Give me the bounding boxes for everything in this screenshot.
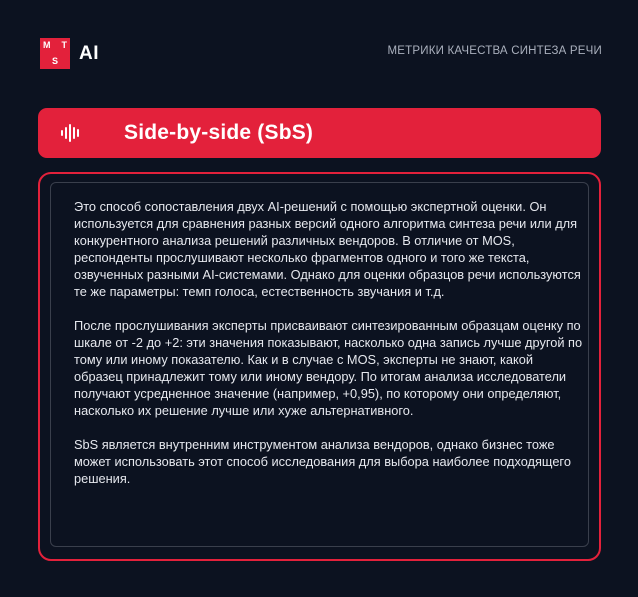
- audio-waveform-icon: [60, 123, 82, 143]
- title-bar: [38, 108, 601, 158]
- section-title: Side-by-side (SbS): [124, 121, 314, 144]
- mts-ai-logo: [40, 38, 99, 69]
- content-text: [74, 198, 584, 487]
- paragraph-intro: Это способ сопоставления двух AI-решений с помощью экспертной оценки. Он используется для сравнения разных версий одного алгоритма синтеза речи или для конкурентного анализа решений различных вендоров. В отличие от MOS, респонденты прослушивают несколько фрагментов одного и того же текста, озвученных разными AI-системами. Однако для оценки образцов речи используются те же параметры: темп голоса, естественность звучания и т.д.: [74, 199, 581, 299]
- logo-letter-m: M: [43, 40, 51, 50]
- header-caption: МЕТРИКИ КАЧЕСТВА СИНТЕЗА РЕЧИ: [387, 45, 602, 57]
- paragraph-usage: SbS является внутренним инструментом анализа вендоров, однако бизнес тоже может использовать этот способ исследования для выбора наиболее подходящего решения.: [74, 437, 571, 486]
- content-card: [38, 172, 601, 561]
- logo-letter-t: T: [61, 40, 67, 50]
- mts-logo-mark: [40, 38, 70, 69]
- logo-letter-s: S: [52, 56, 59, 66]
- logo-text: AI: [79, 43, 99, 64]
- paragraph-scoring: После прослушивания эксперты присваивают синтезированным образцам оценку по шкале от -2 до +2: эти значения показывают, насколько одна запись лучше другой по тому или иному показателю. Как и в случае с MOS, эксперты не знают, какой образец принадлежит тому или иному вендору. По итогам анализа исследователи получают усредненное значение (например, +0,95), по которому они определяют, насколько их решение лучше или хуже альтернативного.: [74, 318, 583, 418]
